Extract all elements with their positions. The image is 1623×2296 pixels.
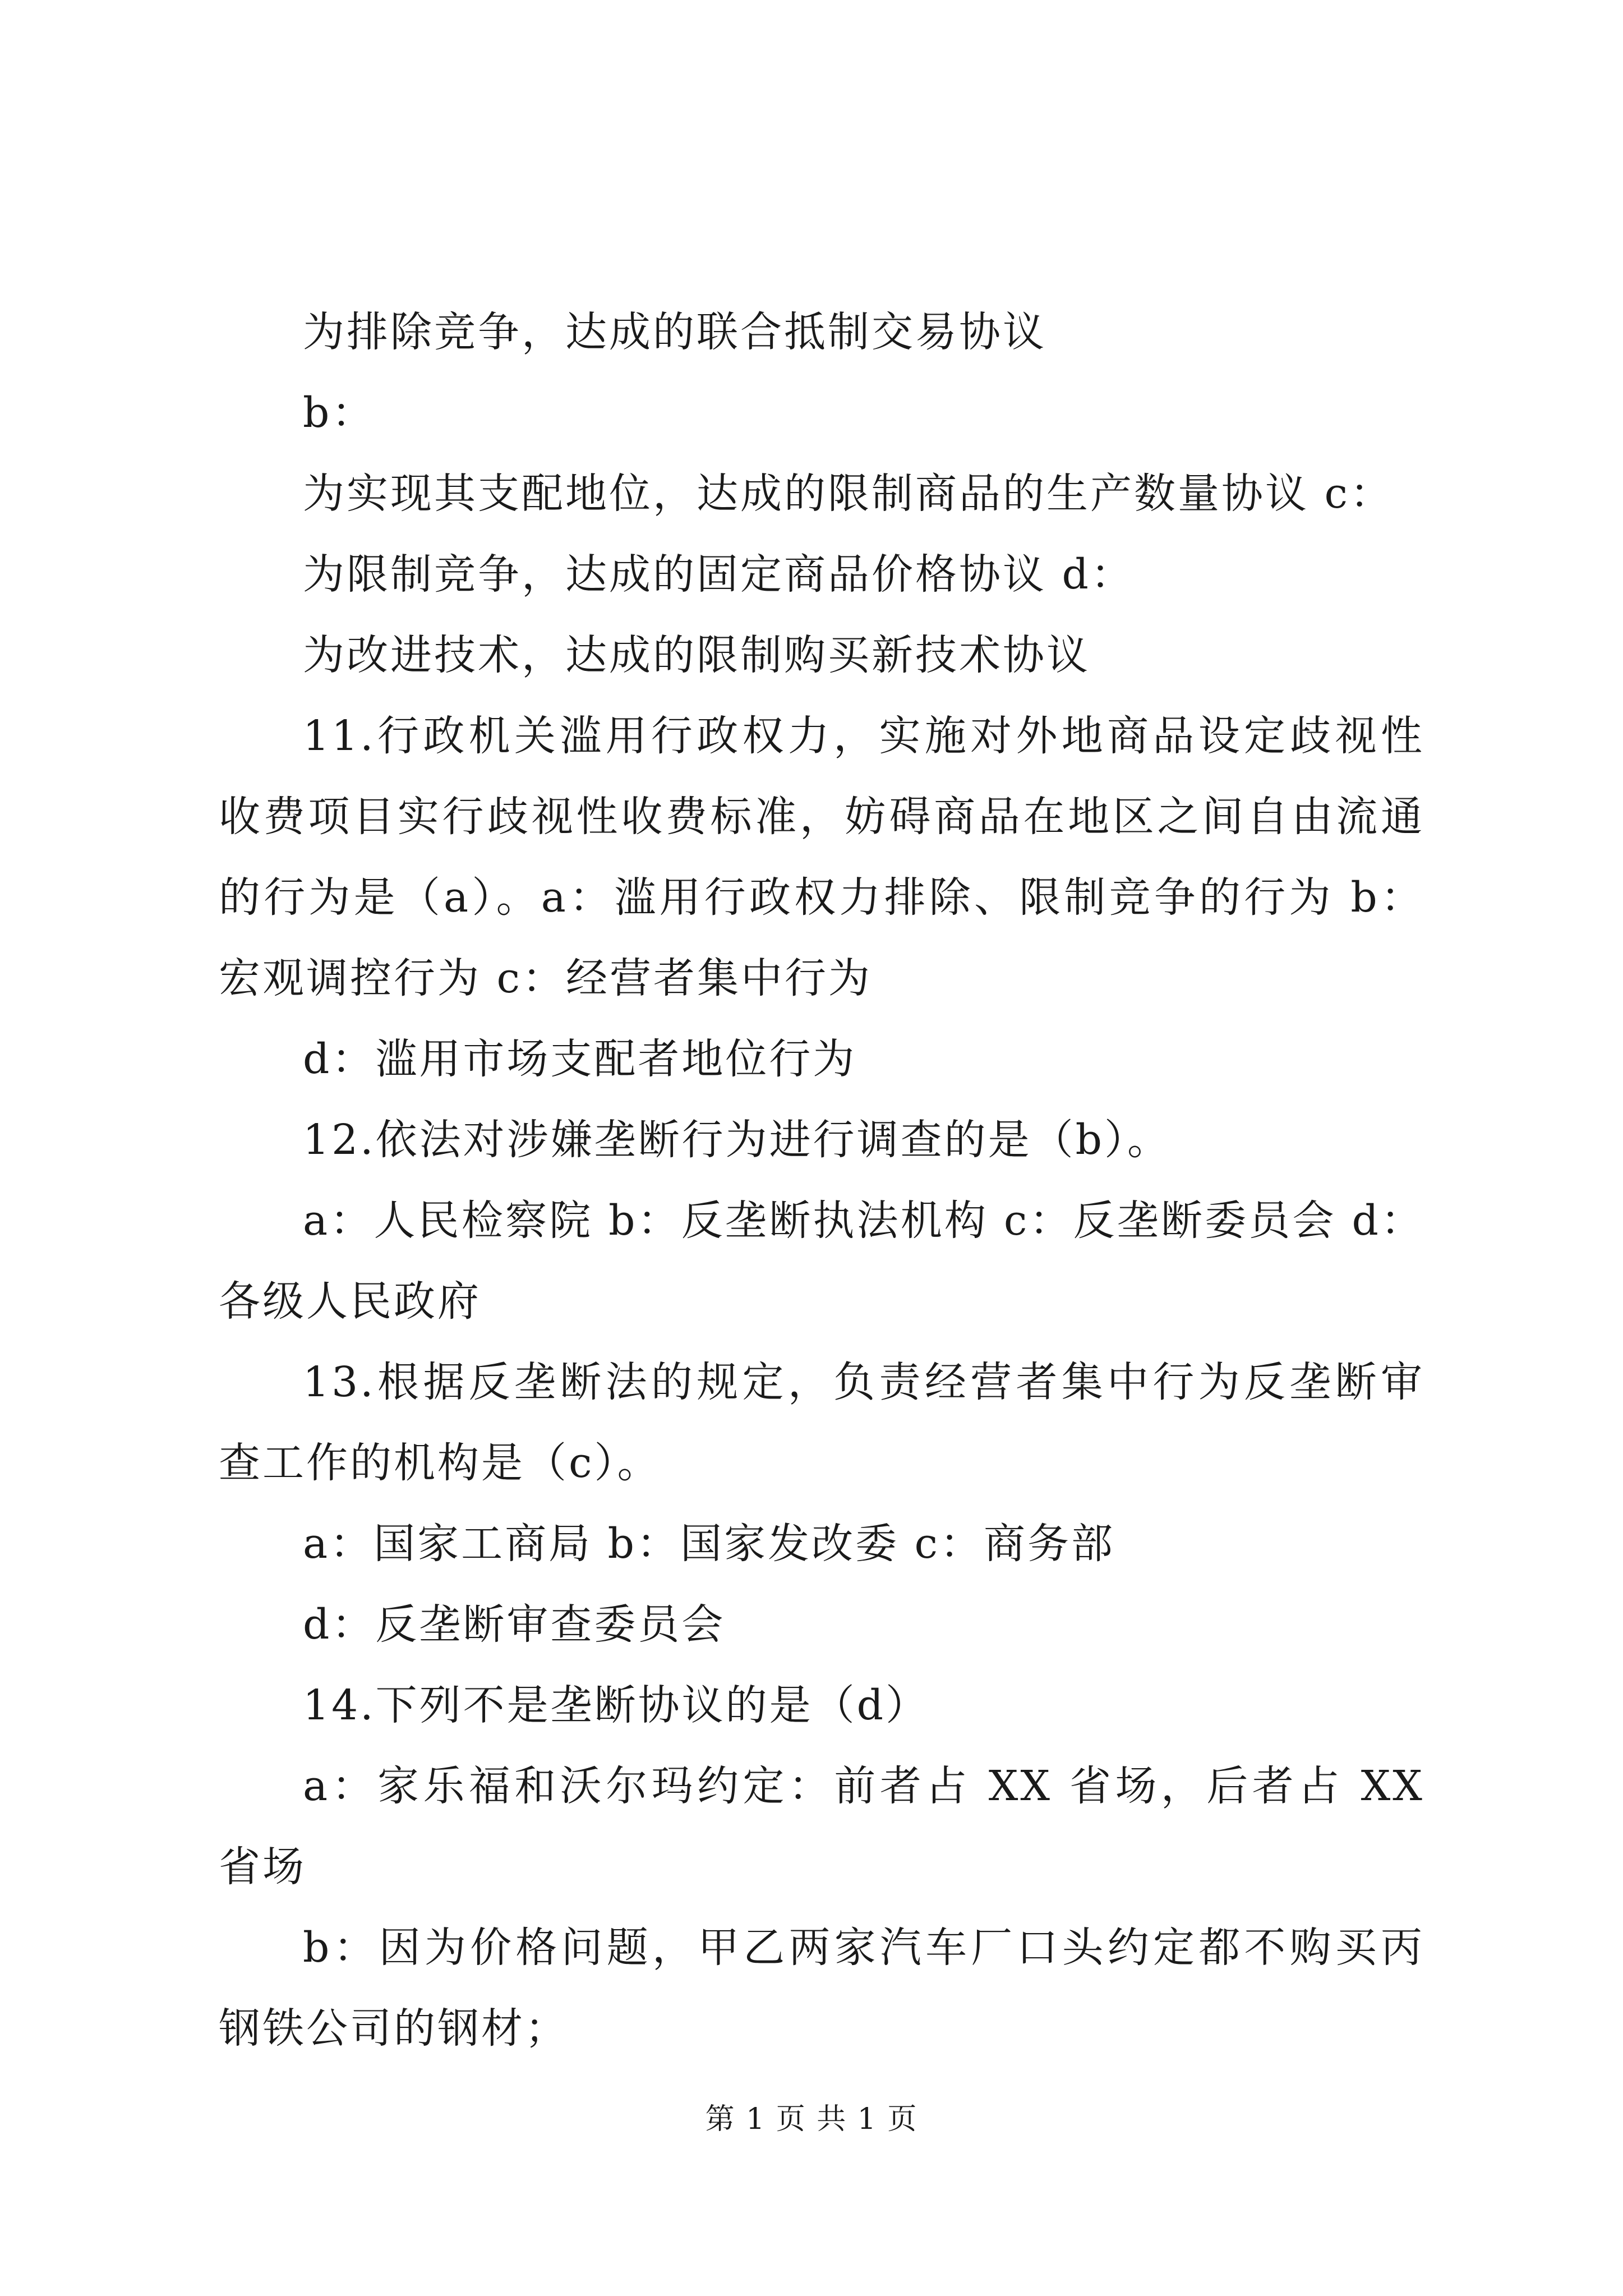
paragraph: a：家乐福和沃尔玛约定：前者占 XX 省场，后者占 XX 省场 [219, 1762, 1424, 1891]
document-body [219, 292, 1424, 2069]
page-footer: 第 1 页 共 1 页 [705, 2102, 918, 2136]
paragraph: b：因为价格问题，甲乙两家汽车厂口头约定都不购买丙钢铁公司的钢材； [219, 1924, 1424, 2053]
paragraph: 为限制竞争，达成的固定商品价格协议 d： [303, 550, 1135, 599]
paragraph: d：滥用市场支配者地位行为 [303, 1035, 857, 1083]
paragraph: 14.下列不是垄断协议的是（d） [303, 1681, 930, 1729]
paragraph: d：反垄断审查委员会 [303, 1600, 726, 1649]
paragraph: 为改进技术，达成的限制购买新技术协议 [303, 631, 1090, 679]
paragraph: a：国家工商局 b：国家发改委 c：商务部 [303, 1520, 1115, 1568]
paragraph: 为排除竞争，达成的联合抵制交易协议 [303, 308, 1046, 356]
paragraph: 11.行政机关滥用行政权力，实施对外地商品设定歧视性收费项目实行歧视性收费标准，妨碍商品在地区之间自由流通的行为是（a）。a：滥用行政权力排除、限制竞争的行为 b：宏观调控行为 c：经营者集中行为 [219, 712, 1424, 1002]
paragraph: b： [303, 389, 376, 437]
paragraph: 13.根据反垄断法的规定，负责经营者集中行为反垄断审查工作的机构是（c）。 [219, 1358, 1424, 1487]
paragraph: a：人民检察院 b：反垄断执法机构 c：反垄断委员会 d：各级人民政府 [219, 1197, 1424, 1326]
paragraph: 为实现其支配地位，达成的限制商品的生产数量协议 c： [303, 470, 1394, 518]
paragraph: 12.依法对涉嫌垄断行为进行调查的是（b）。 [303, 1116, 1172, 1164]
